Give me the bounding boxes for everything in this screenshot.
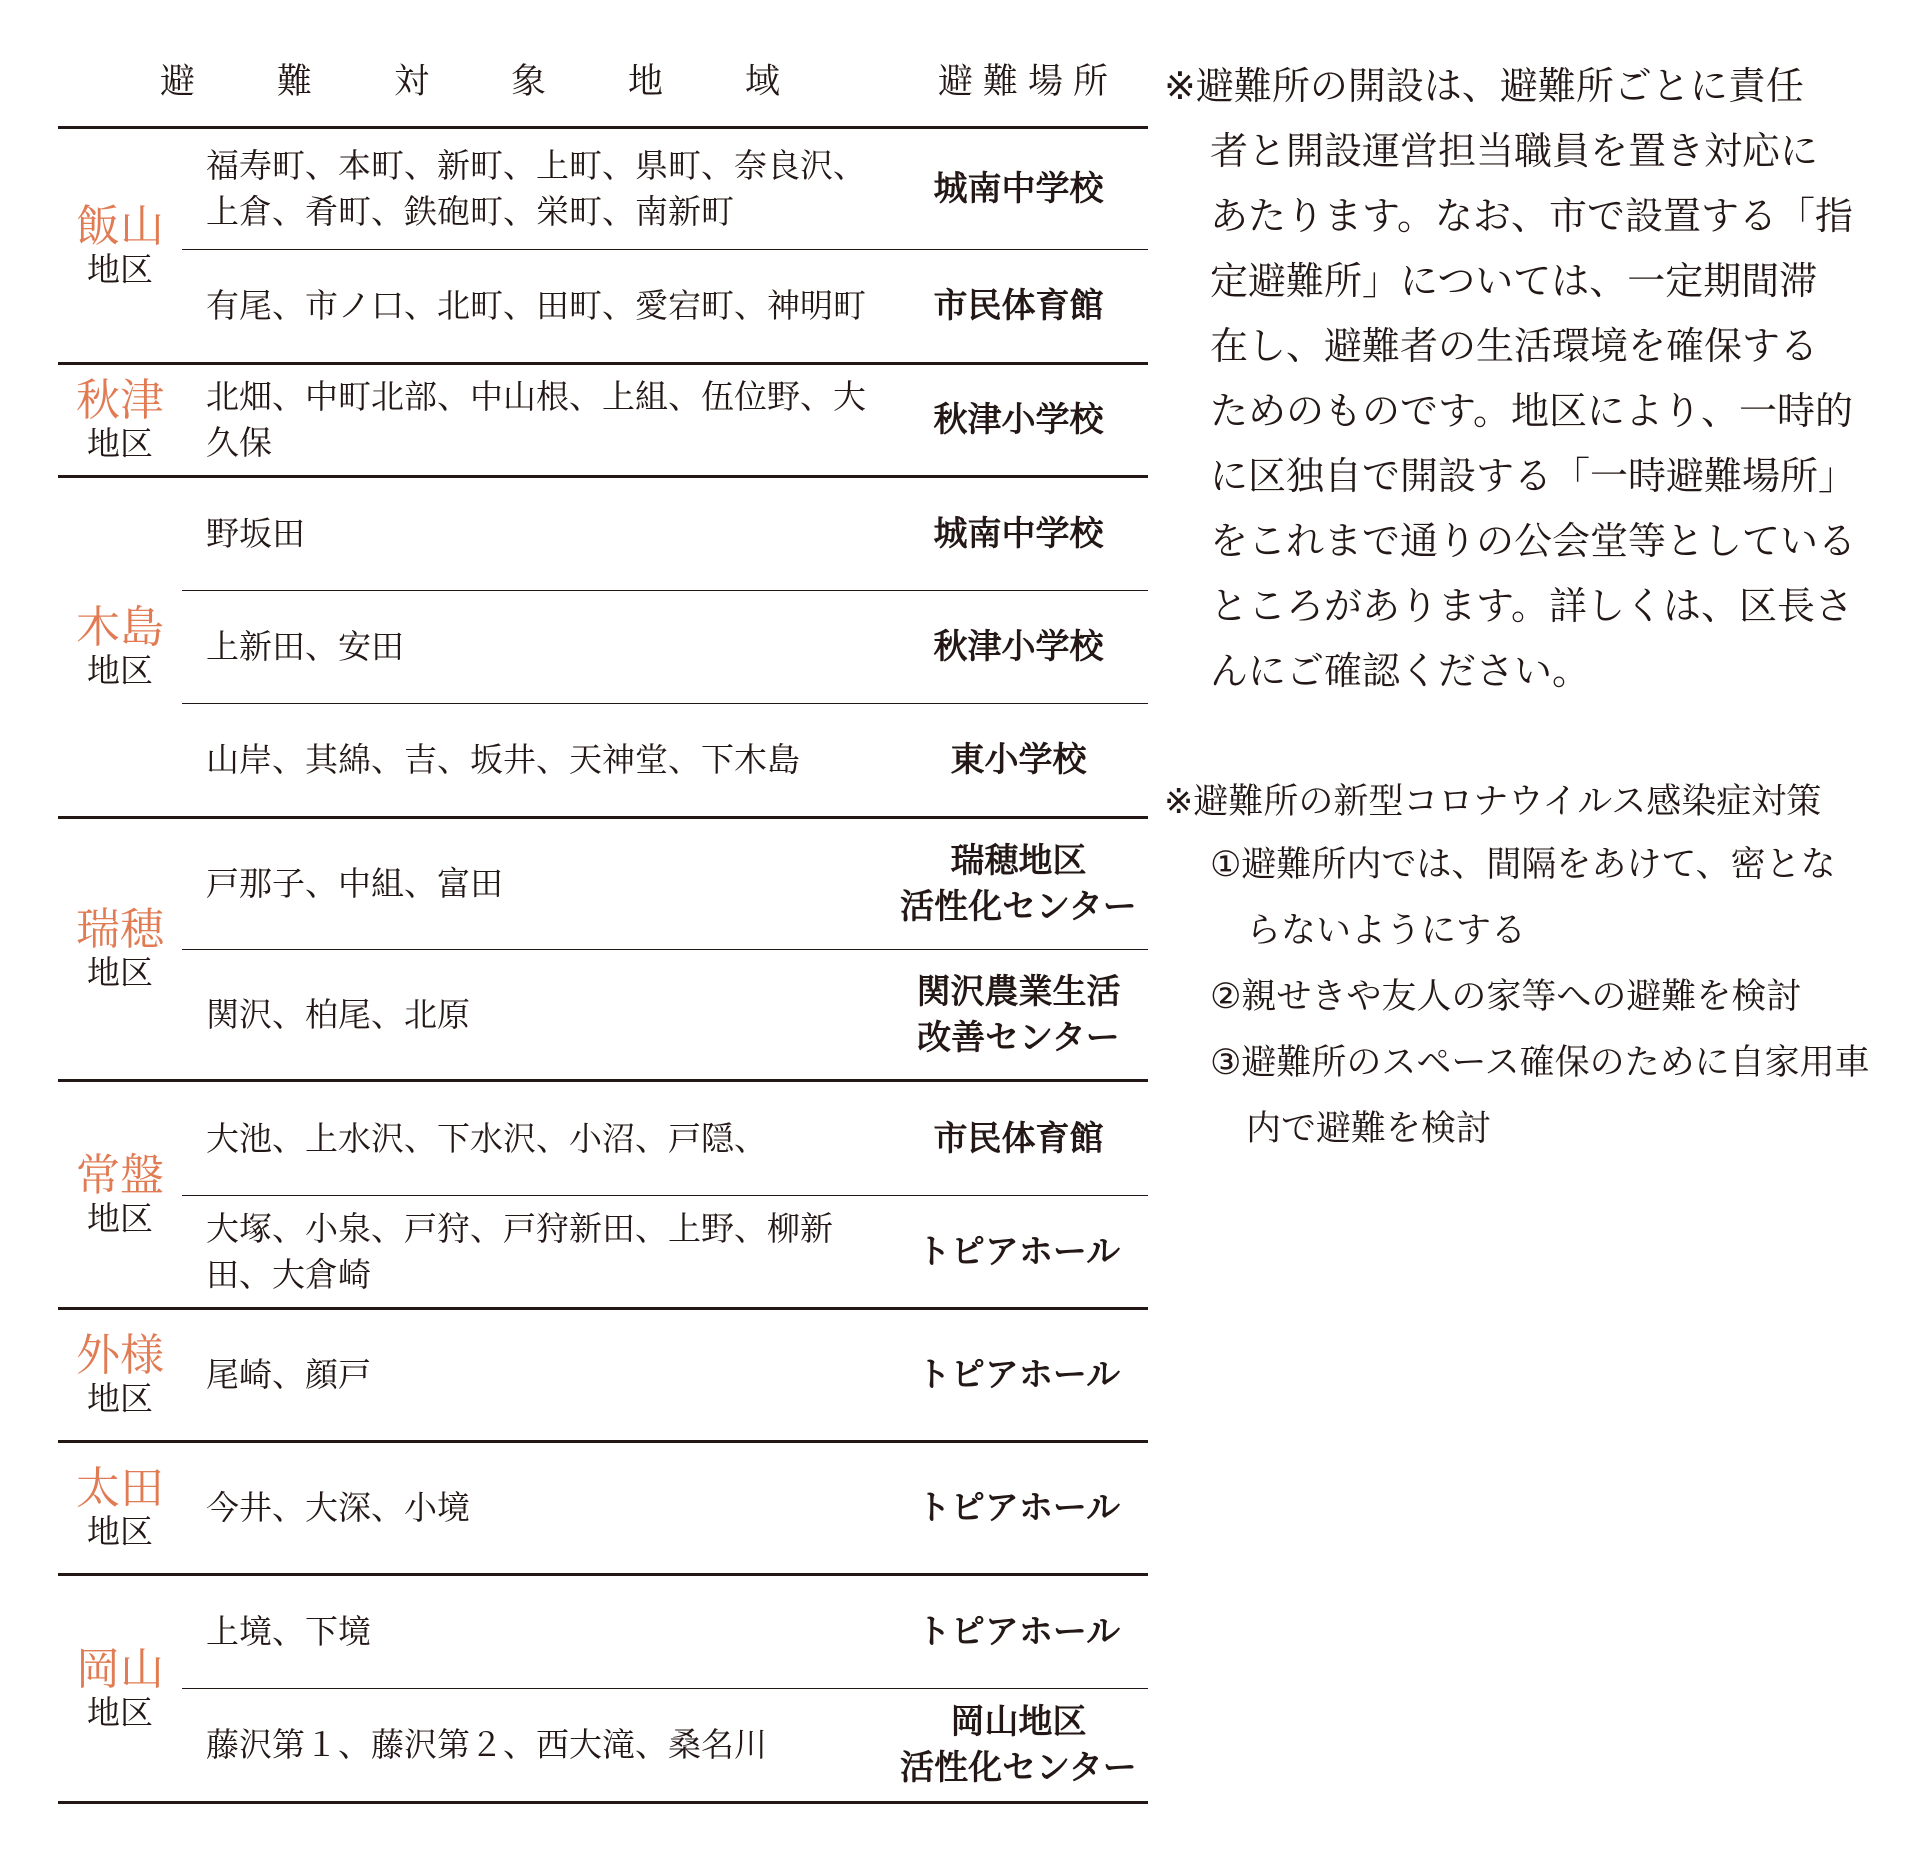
table-row (182, 590, 1148, 703)
shelter-cell (889, 1485, 1148, 1531)
shelter-name: 城南中学校 (933, 169, 1104, 209)
shelter-name-line: 関沢農業生活 (916, 971, 1121, 1012)
table-row (182, 703, 1148, 816)
shelter-cell (889, 1352, 1148, 1398)
table-row (182, 1576, 1148, 1688)
district-tokiwa (58, 1079, 1148, 1307)
shelter-name-line: 瑞穂地区 (950, 841, 1087, 881)
area-cell: 有尾、市ノ口、北町、田町、愛宕町、神明町 (206, 286, 866, 325)
shelter-cell (889, 511, 1148, 557)
shelter-name: トピアホール (916, 1355, 1121, 1395)
district-label (58, 365, 182, 475)
area-column-header: 避難対象地域 (160, 62, 863, 102)
shelter-name: トピアホール (916, 1488, 1121, 1528)
district-kijima (58, 475, 1148, 816)
district-name: 秋津 (76, 375, 164, 426)
district-suffix: 地区 (87, 1379, 153, 1418)
table-row (182, 949, 1148, 1079)
covid-measures-note (1164, 772, 1870, 1162)
covid-note-item: ②親せきや友人の家等への避難を検討 (1210, 977, 1802, 1017)
table-row (182, 249, 1148, 362)
note-line: あたります。なお、市で設置する「指 (1210, 194, 1853, 238)
note-line: に区独自で開設する「一時避難場所」 (1210, 454, 1857, 498)
shelter-name-line: 活性化センター (900, 887, 1137, 927)
district-suffix: 地区 (87, 424, 153, 463)
table-row (182, 365, 1148, 475)
note-line: をこれまで通りの公会堂等としている (1210, 519, 1857, 563)
district-suffix: 地区 (87, 1198, 153, 1238)
area-cell: 尾崎、顔戸 (206, 1355, 371, 1394)
district-label (58, 478, 182, 816)
area-cell: 野坂田 (206, 514, 305, 553)
note-line: ※避難所の開設は、避難所ごとに責任 (1164, 64, 1804, 108)
table-row (182, 1310, 1148, 1440)
shelter-cell (889, 1609, 1148, 1655)
shelter-cell (889, 737, 1148, 783)
area-cell: 戸那子、中組、富田 (206, 864, 503, 903)
shelter-name: 東小学校 (950, 740, 1087, 780)
area-cell: 上新田、安田 (206, 627, 404, 666)
district-label (58, 129, 182, 362)
area-cell: 福寿町、本町、新町、上町、県町、奈良沢、上倉、肴町、鉄砲町、栄町、南新町 (206, 146, 866, 231)
shelter-name: トピアホール (916, 1231, 1121, 1272)
shelter-cell (889, 397, 1148, 443)
district-name: 飯山 (76, 200, 164, 252)
area-cell: 今井、大深、小境 (206, 1488, 470, 1527)
area-cell: 上境、下境 (206, 1612, 371, 1651)
covid-note-item: ③避難所のスペース確保のために自家用車内で避難を検討 (1210, 1043, 1870, 1149)
shelter-name: 秋津小学校 (933, 400, 1104, 440)
district-name: 瑞穂 (76, 904, 164, 955)
district-name: 太田 (76, 1463, 164, 1514)
district-label (58, 1443, 182, 1573)
table-row (182, 1082, 1148, 1195)
note-line: 者と開設運営担当職員を置き対応に (1210, 129, 1819, 173)
shelter-cell (889, 283, 1148, 329)
district-suffix: 地区 (87, 651, 153, 690)
note-line: んにご確認ください。 (1210, 649, 1591, 693)
shelter-opening-note (1164, 54, 1860, 704)
district-tozama (58, 1307, 1148, 1440)
note-line: 在し、避難者の生活環境を確保する (1210, 324, 1819, 368)
district-label (58, 1576, 182, 1801)
district-ota (58, 1440, 1148, 1573)
note-line: ところがあります。詳しくは、区長さ (1210, 584, 1853, 628)
shelter-name-line: 岡山地区 (950, 1702, 1087, 1742)
district-suffix: 地区 (87, 1692, 153, 1732)
note-line: 定避難所」については、一定期間滞 (1210, 259, 1818, 303)
shelter-cell (889, 1699, 1148, 1791)
shelter-name: 秋津小学校 (933, 627, 1104, 667)
table-row (182, 129, 1148, 249)
district-label (58, 1082, 182, 1307)
district-akitsu (58, 362, 1148, 475)
district-iiyama (58, 126, 1148, 362)
area-cell: 山岸、其綿、吉、坂井、天神堂、下木島 (206, 740, 800, 779)
shelter-cell (889, 969, 1148, 1061)
district-mizuho (58, 816, 1148, 1079)
district-okayama (58, 1573, 1148, 1804)
shelter-name: 市民体育館 (933, 1118, 1104, 1159)
shelter-name: 城南中学校 (933, 514, 1104, 554)
shelter-cell (889, 166, 1148, 212)
district-suffix: 地区 (87, 1512, 153, 1551)
district-suffix: 地区 (87, 953, 153, 992)
area-cell: 関沢、柏尾、北原 (206, 994, 470, 1034)
district-label (58, 819, 182, 1079)
shelter-cell (889, 1229, 1148, 1275)
area-cell: 北畑、中町北部、中山根、上組、伍位野、大久保 (206, 377, 866, 462)
shelter-name-line: 改善センター (917, 1017, 1120, 1058)
table-row (182, 819, 1148, 949)
shelter-name: 市民体育館 (933, 286, 1104, 326)
shelter-name: トピアホール (916, 1612, 1121, 1652)
covid-note-title: ※避難所の新型コロナウイルス感染症対策 (1164, 782, 1822, 822)
table-row (182, 1688, 1148, 1801)
shelter-column-header: 避難場所 (937, 62, 1118, 102)
district-suffix: 地区 (87, 249, 153, 289)
evacuation-table (58, 126, 1148, 1804)
shelter-cell (889, 1116, 1148, 1162)
covid-note-item: ①避難所内では、間隔をあけて、密とならないようにする (1210, 845, 1836, 951)
district-name: 常盤 (76, 1149, 164, 1201)
district-name: 木島 (76, 602, 164, 653)
district-name: 岡山 (76, 1643, 164, 1695)
shelter-cell (889, 624, 1148, 670)
shelter-name-line: 活性化センター (900, 1748, 1137, 1788)
area-cell: 大池、上水沢、下水沢、小沼、戸隠、 (206, 1118, 767, 1158)
district-name: 外様 (76, 1330, 164, 1381)
shelter-cell (889, 838, 1148, 930)
area-cell: 大塚、小泉、戸狩、戸狩新田、上野、柳新田、大倉崎 (206, 1208, 833, 1294)
note-line: ためのものです。地区により、一時的 (1210, 389, 1853, 433)
district-label (58, 1310, 182, 1440)
table-row (182, 1195, 1148, 1307)
table-row (182, 1443, 1148, 1573)
table-row (182, 478, 1148, 590)
area-cell: 藤沢第１、藤沢第２、西大滝、桑名川 (206, 1725, 767, 1764)
